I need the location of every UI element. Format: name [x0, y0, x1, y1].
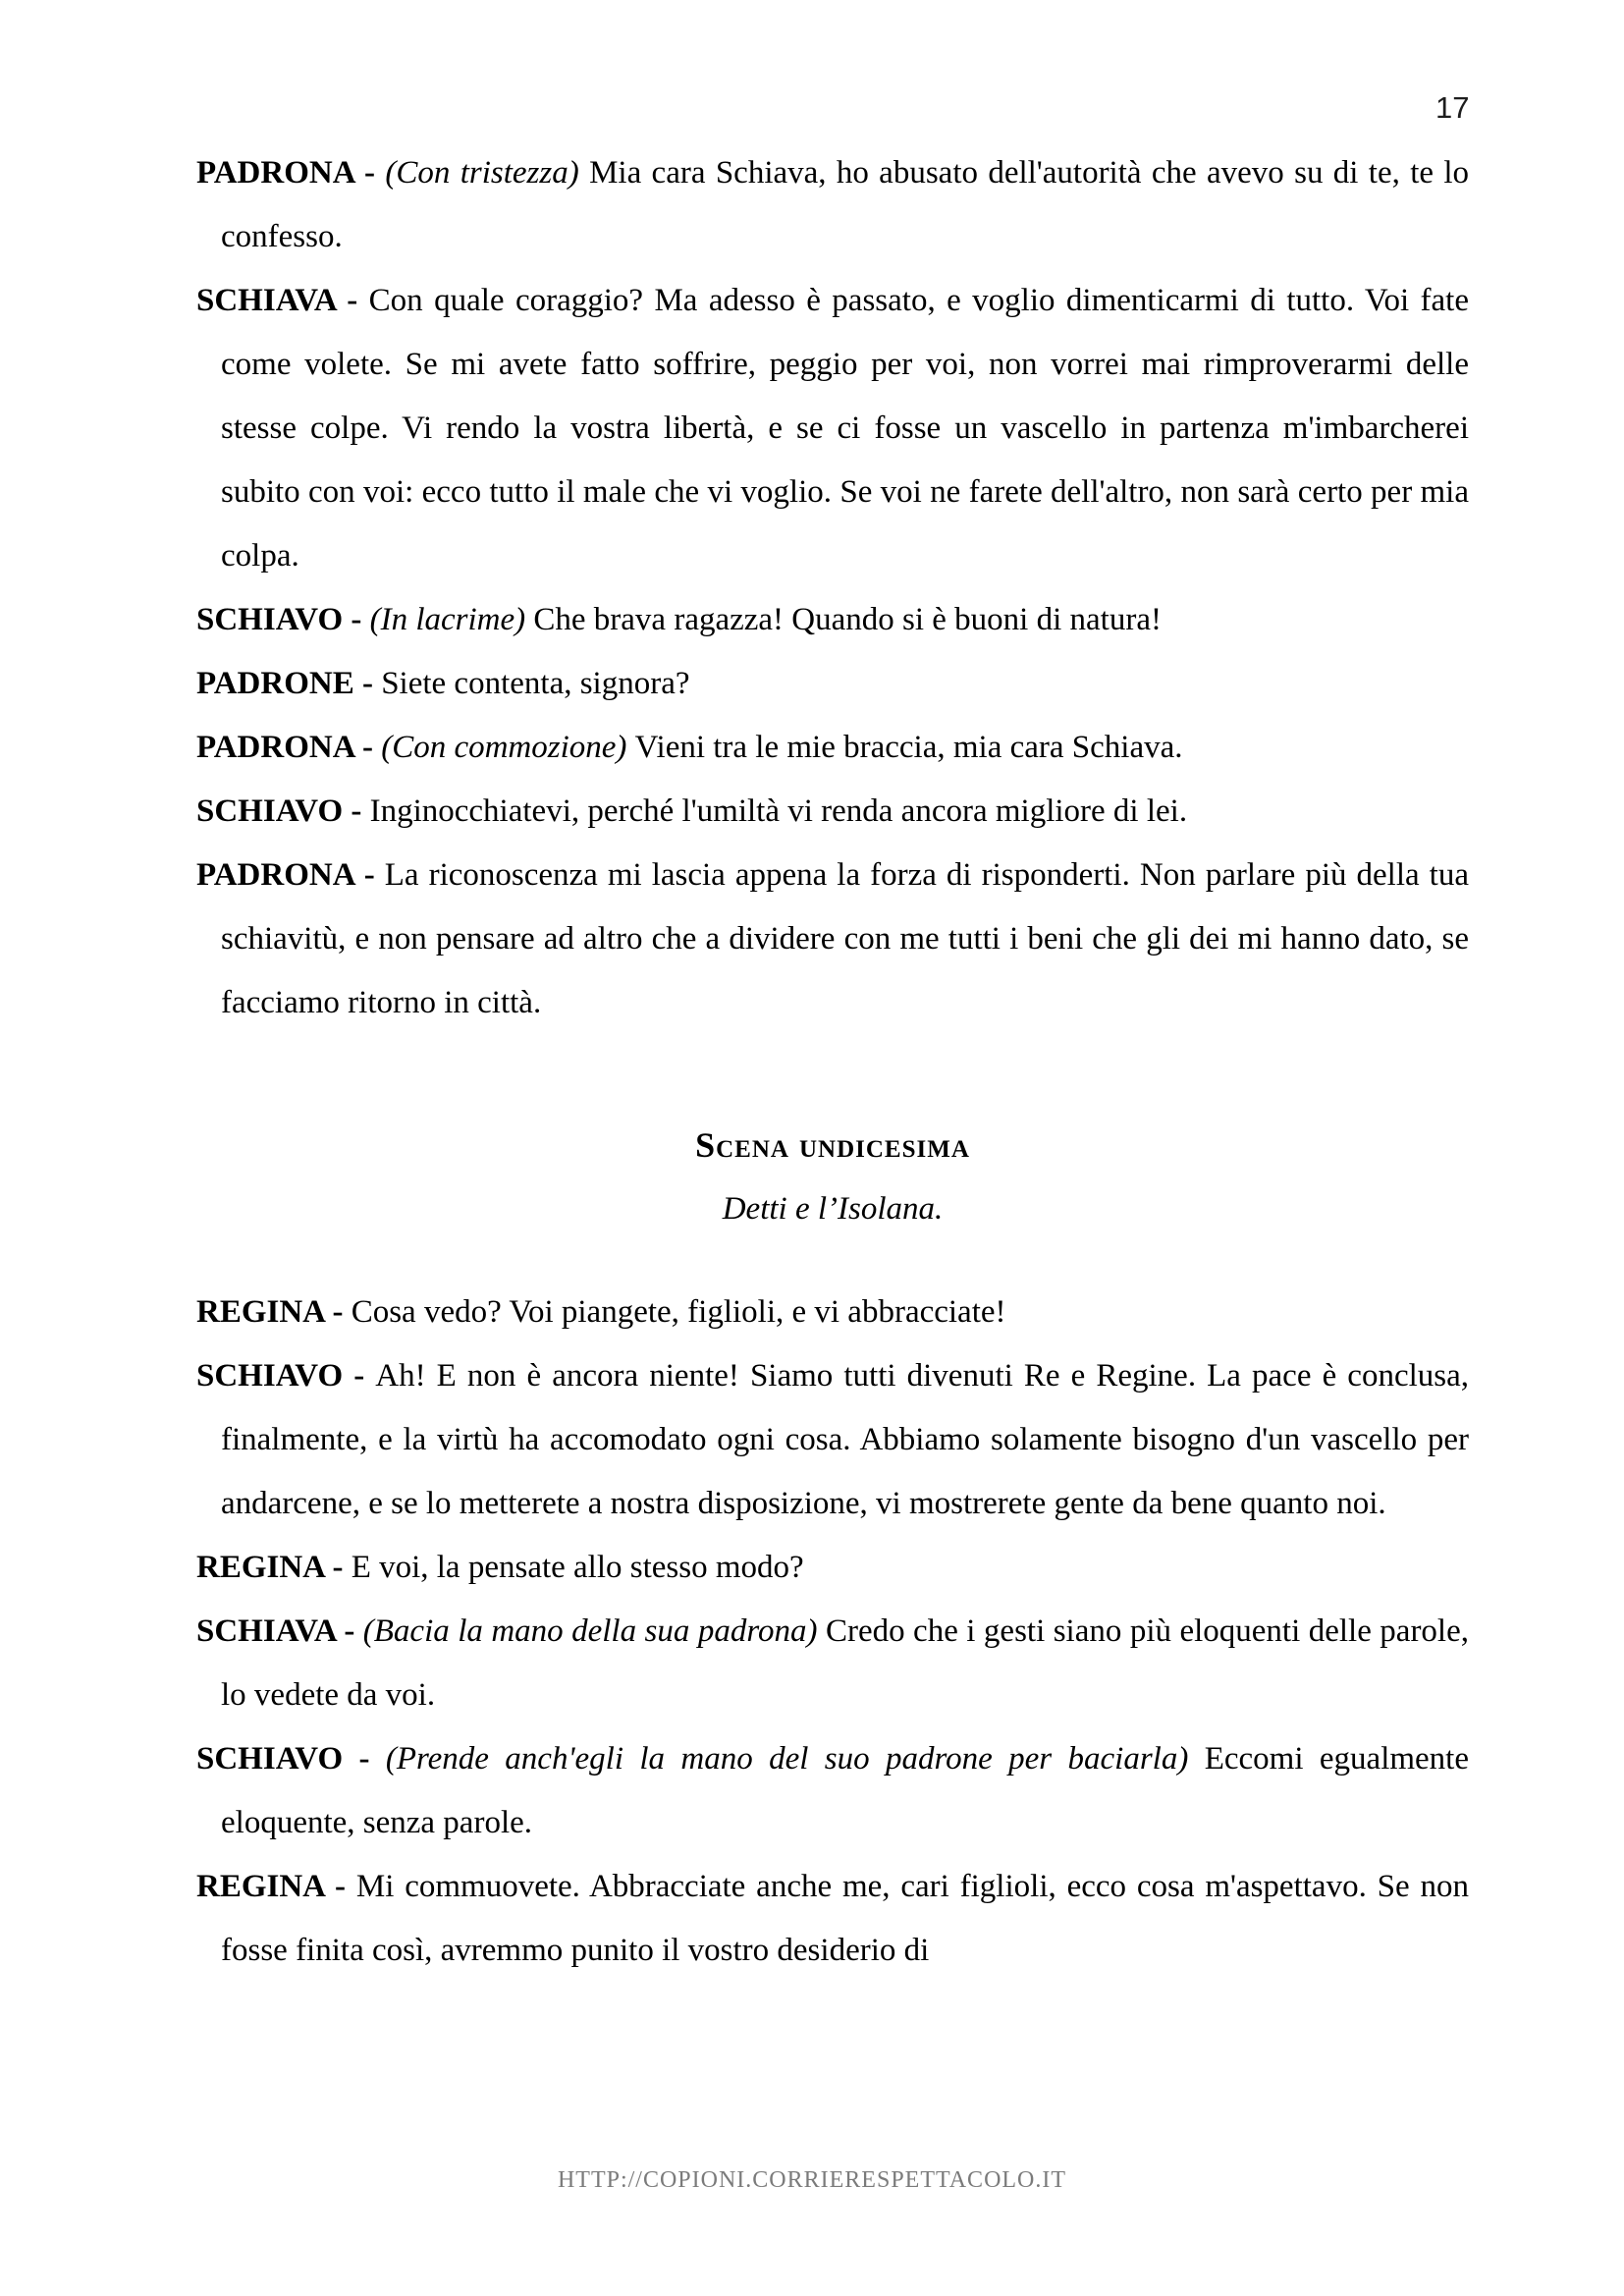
- dialogue-paragraph: [196, 1855, 1469, 1983]
- dialogue-paragraph: [196, 844, 1469, 1035]
- dialogue-text: E voi, la pensate allo stesso modo?: [351, 1550, 804, 1585]
- dialogue-paragraph: [196, 780, 1469, 844]
- footer-url: HTTP://COPIONI.CORRIERESPETTACOLO.IT: [557, 2167, 1067, 2193]
- dialogue-text: Siete contenta, signora?: [381, 666, 690, 701]
- speaker-name: PADRONA -: [196, 857, 385, 893]
- dialogue-paragraph: [196, 1536, 1469, 1600]
- dialogue-paragraph: [196, 716, 1469, 780]
- dialogue-text: Cosa vedo? Voi piangete, figlioli, e vi abbracciate!: [351, 1294, 1006, 1330]
- stage-direction: (Con tristezza): [385, 155, 590, 191]
- speaker-name: PADRONA -: [196, 155, 386, 191]
- dialogue-text: Vieni tra le mie braccia, mia cara Schiava.: [634, 730, 1183, 765]
- stage-direction: (Prende anch'egli la mano del suo padrone per baciarla): [385, 1741, 1205, 1777]
- speaker-name: REGINA -: [196, 1294, 352, 1330]
- speaker-name: SCHIAVO -: [196, 1741, 386, 1777]
- dialogue-paragraph: [196, 652, 1469, 716]
- speaker-name: REGINA -: [196, 1550, 352, 1585]
- speaker-name: SCHIAVA -: [196, 283, 369, 318]
- speaker-name: PADRONA -: [196, 730, 382, 765]
- speaker-name: SCHIAVO -: [196, 602, 370, 637]
- script-text-block: [196, 141, 1469, 1983]
- stage-direction: (In lacrime): [369, 602, 534, 637]
- dialogue-paragraph: [196, 588, 1469, 652]
- dialogue-text: Con quale coraggio? Ma adesso è passato, e voglio dimenticarmi di tutto. Voi fate come volete. Se mi avete fatto soffrire, peggio per voi, non vorrei mai rimproverarmi delle stesse colpe. Vi rendo la vostra libertà, e se ci fosse un vascello in partenza m'imbarcherei subito con voi: ecco tutto il male che vi voglio. Se voi ne farete dell'altro, non sarà certo per mia colpa.: [221, 283, 1469, 574]
- stage-direction: (Bacia la mano della sua padrona): [362, 1613, 826, 1649]
- dialogue-paragraph: [196, 1600, 1469, 1727]
- dialogue-text: Mia cara Schiava, ho abusato dell'autorità che avevo su di te, te lo confesso.: [221, 155, 1470, 254]
- dialogue-paragraph: [196, 1281, 1469, 1344]
- speaker-name: REGINA -: [196, 1869, 356, 1904]
- scene-title: Scena undicesima: [695, 1125, 970, 1165]
- dialogue-text: Ah! E non è ancora niente! Siamo tutti divenuti Re e Regine. La pace è conclusa, finalmente, e la virtù ha accomodato ogni cosa. Abbiamo solamente bisogno d'un vascello per andarcene, e se lo metterete a nostra disposizione, vi mostrerete gente da bene quanto noi.: [221, 1358, 1469, 1521]
- dialogue-paragraph: [196, 141, 1469, 269]
- dialogue-paragraph: [196, 1344, 1469, 1536]
- dialogue-text: Inginocchiatevi, perché l'umiltà vi renda ancora migliore di lei.: [369, 793, 1188, 829]
- speaker-name: SCHIAVO -: [196, 793, 370, 829]
- scene-subtitle: Detti e l’Isolana.: [722, 1191, 944, 1227]
- speaker-name: PADRONE -: [196, 666, 382, 701]
- page-number: 17: [1435, 90, 1470, 125]
- speaker-name: SCHIAVO -: [196, 1358, 376, 1394]
- dialogue-text: Credo che i gesti siano più eloquenti delle parole, lo vedete da voi.: [221, 1613, 1469, 1713]
- scene-heading: [196, 1114, 1469, 1241]
- speaker-name: SCHIAVA -: [196, 1613, 363, 1649]
- dialogue-text: Eccomi egualmente eloquente, senza parole.: [221, 1741, 1469, 1840]
- stage-direction: (Con commozione): [381, 730, 635, 765]
- dialogue-text: Mi commuovete. Abbracciate anche me, cari figlioli, ecco cosa m'aspettavo. Se non fosse finita così, avremmo punito il vostro desiderio di: [221, 1869, 1469, 1968]
- dialogue-paragraph: [196, 1727, 1469, 1855]
- dialogue-text: La riconoscenza mi lascia appena la forza di risponderti. Non parlare più della tua schiavitù, e non pensare ad altro che a dividere con me tutti i beni che gli dei mi hanno dato, se facciamo ritorno in città.: [221, 857, 1469, 1020]
- dialogue-text: Che brava ragazza! Quando si è buoni di natura!: [533, 602, 1162, 637]
- dialogue-paragraph: [196, 269, 1469, 588]
